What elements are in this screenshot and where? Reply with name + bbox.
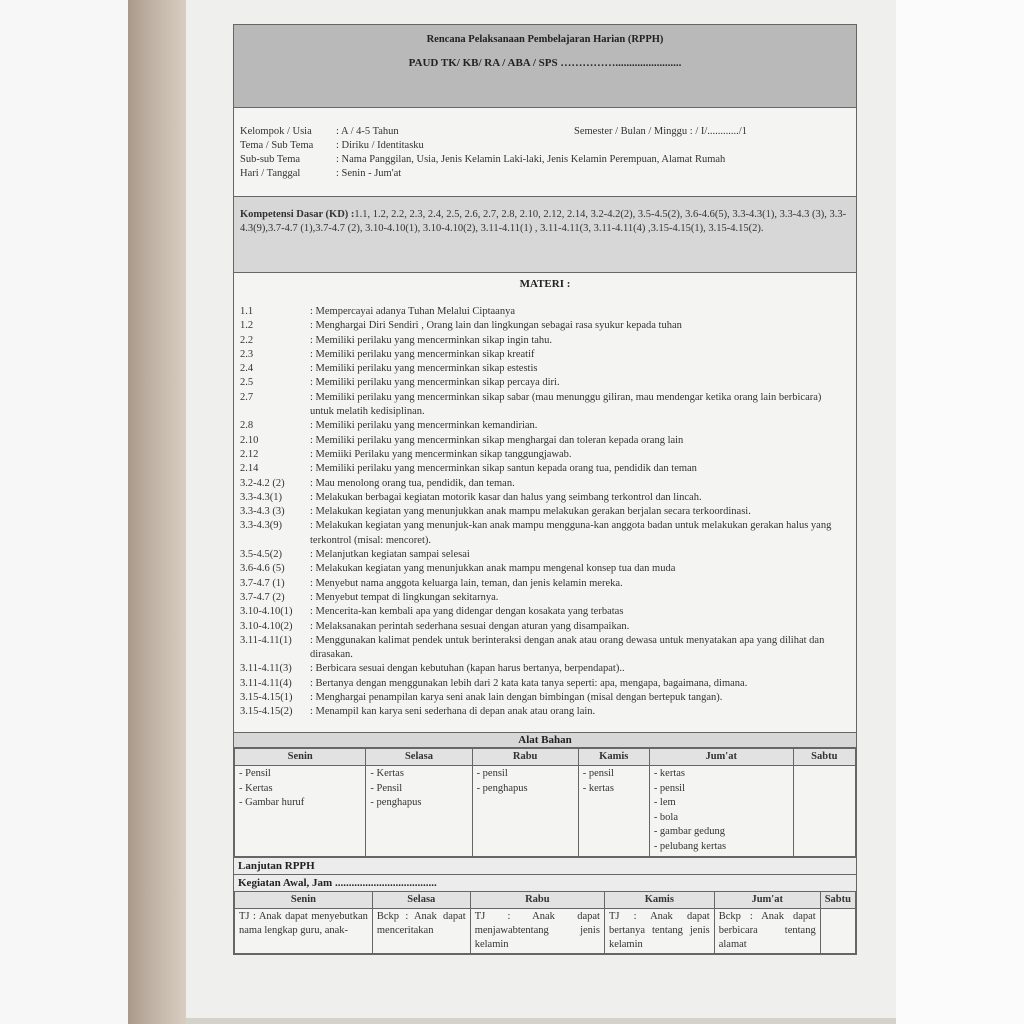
materi-code: 3.10-4.10(1) (240, 606, 293, 618)
day-header: Rabu (472, 749, 578, 766)
tema-label: Tema / Sub Tema (240, 140, 314, 151)
alat-bahan-item: - Pensil (370, 782, 403, 794)
kegiatan-cell: Bckp : Anak dapat berbicara tentang alamat (714, 909, 820, 954)
kegiatan-cell: TJ : Anak dapat menjawabtentang jenis kelamin (470, 909, 604, 954)
materi-code: 3.15-4.15(2) (240, 706, 293, 718)
materi-text: : Melaksanakan perintah sederhana sesuai dengan aturan yang disampaikan. (310, 620, 630, 632)
materi-item (240, 548, 842, 562)
alat-bahan-cell (793, 766, 855, 857)
kegiatan-awal-table (234, 891, 856, 954)
document-subtitle: PAUD TK/ KB/ RA / ABA / SPS ……………........................ (408, 57, 682, 69)
materi-text: : Menghargai Diri Sendiri , Orang lain dan lingkungan sebagai rasa syukur kepada tuhan (310, 320, 682, 332)
materi-code: 2.5 (240, 377, 254, 389)
materi-code: 3.6-4.6 (5) (240, 563, 285, 575)
day-header: Senin (235, 749, 366, 766)
materi-text: : Menggunakan kalimat pendek untuk berinteraksi dengan anak atau orang dewasa untuk menyatakan apa yang dilihat dan dirasakan. (310, 634, 825, 661)
materi-text: : Mau menolong orang tua, pendidik, dan teman. (310, 477, 515, 489)
page-bottom-edge (186, 1018, 896, 1024)
materi-code: 2.12 (240, 448, 259, 460)
materi-item (240, 448, 842, 462)
alat-bahan-item: - kertas (653, 768, 686, 779)
semester-value: Semester / Bulan / Minggu : / I/............/1 (574, 126, 747, 137)
materi-text: : Menghargai penampilan karya seni anak lain dengan bimbingan (misal dengan bertepuk tangan). (310, 692, 723, 704)
materi-item (240, 505, 842, 519)
materi-text: : Mempercayai adanya Tuhan Melalui Ciptaanya (310, 306, 515, 317)
hari-row (240, 167, 401, 181)
materi-code: 3.3-4.3(1) (240, 491, 282, 503)
materi-code: 3.15-4.15(1) (240, 692, 293, 704)
materi-text: : Melakukan kegiatan yang menunjuk-kan anak mampu mengguna-kan anggota badan untuk melakukan gerakan halus yang terkontrol (misal: mencoret). (310, 520, 832, 546)
alat-bahan-item: - Kertas (239, 782, 273, 794)
alat-bahan-item: - penghapus (370, 797, 422, 808)
day-header: Sabtu (793, 749, 855, 766)
alat-bahan-item: - pensil (653, 782, 686, 794)
kegiatan-cell: Bckp : Anak dapat menceritakan (372, 909, 470, 954)
materi-text: : Memiliki perilaku yang mencerminkan sikap ingin tahu. (310, 334, 553, 346)
kegiatan-body-row (235, 909, 856, 954)
materi-code: 2.10 (240, 434, 259, 446)
materi-text: : Memiliki perilaku yang mencerminkan sikap estestis (310, 363, 538, 375)
alat-bahan-item: - Pensil (239, 768, 271, 779)
materi-text: : Berbicara sesuai dengan kebutuhan (kapan harus bertanya, berpendapat).. (310, 663, 625, 675)
alat-bahan-item: - pensil (476, 768, 508, 779)
materi-code: 2.14 (240, 463, 259, 475)
day-header: Selasa (366, 749, 472, 766)
alat-bahan-item: - bola (653, 811, 679, 823)
info-section (234, 108, 856, 197)
materi-text: : Melanjutkan kegiatan sampai selesai (310, 549, 470, 561)
kd-value: 1.1, 1.2, 2.2, 2.3, 2.4, 2.5, 2.6, 2.7, 2.8, 2.10, 2.12, 2.14, 3.2-4.2(2), 3.5-4.5(2), 3.6-4.6(5), 3.3-4.3(1), 3.3-4.3 (3), 3.3-4.3(9),3.7-4.7 (1),3.7-4.7 (2), 3.10-4.10(1), 3.10-4.10(2), 3.11-4.11(1) , 3.11-4.11(3, 3.11-4.11(4) ,3.15-4.15(1), 3.15-4.15(2). (240, 209, 847, 234)
materi-item (240, 591, 842, 605)
hari-value: : Senin - Jum'at (336, 168, 402, 179)
alat-bahan-item: - gambar gedung (653, 826, 725, 837)
materi-item (240, 620, 842, 634)
materi-code: 1.1 (240, 306, 254, 317)
materi-item (240, 462, 842, 476)
materi-code: 2.2 (240, 334, 254, 346)
rpph-document (233, 24, 857, 955)
materi-code: 3.11-4.11(4) (240, 677, 292, 689)
materi-text: : Memiliki perilaku yang mencerminkan sikap kreatif (310, 348, 535, 360)
materi-text: : Bertanya dengan menggunakan lebih dari 2 kata kata tanya seperti: apa, mengapa, bagaimana, dimana. (310, 677, 748, 689)
book-spine (128, 0, 186, 1024)
materi-item (240, 348, 842, 362)
materi-text: : Memiliki perilaku yang mencerminkan sikap sabar (mau menunggu giliran, mau mendengar ketika orang lain berbicara) untuk melatih kedisiplinan. (310, 391, 822, 418)
materi-item (240, 705, 842, 719)
alat-bahan-item: - Gambar huruf (239, 797, 305, 808)
alat-bahan-cell (366, 766, 472, 857)
materi-item (240, 634, 842, 663)
materi-text: : Melakukan berbagai kegiatan motorik kasar dan halus yang seimbang terkontrol dan lincah. (310, 491, 702, 503)
alat-bahan-item: - kertas (582, 782, 614, 794)
materi-code: 2.4 (240, 363, 254, 375)
materi-code: 3.7-4.7 (1) (240, 577, 285, 589)
background-left (0, 0, 128, 1024)
materi-item (240, 391, 842, 420)
alat-bahan-cell (472, 766, 578, 857)
materi-text: : Memiliki perilaku yang mencerminkan sikap menghargai dan toleran kepada orang lain (310, 434, 684, 446)
kegiatan-awal-title: Kegiatan Awal, Jam ..................................... (234, 874, 856, 891)
kegiatan-cell (820, 909, 855, 954)
materi-item (240, 519, 842, 548)
materi-title: MATERI : (519, 278, 571, 290)
document-title: Rencana Pelaksanaan Pembelajaran Harian (RPPH) (426, 34, 664, 45)
day-header: Jum'at (714, 892, 820, 909)
alat-bahan-item: - penghapus (476, 782, 528, 794)
materi-item (240, 319, 842, 333)
materi-text: : Memiliki perilaku yang mencerminkan kemandirian. (310, 420, 538, 432)
materi-item (240, 305, 842, 319)
materi-item (240, 376, 842, 390)
tema-value: : Diriku / Identitasku (336, 140, 424, 151)
materi-text: : Melakukan kegiatan yang menunjukkan anak mampu mengenal konsep tua dan muda (310, 563, 676, 575)
day-header: Jum'at (649, 749, 793, 766)
materi-text: : Menampil kan karya seni sederhana di depan anak atau orang lain. (310, 706, 596, 718)
day-header: Kamis (604, 892, 714, 909)
alat-bahan-header-row (235, 749, 856, 766)
materi-code: 2.3 (240, 348, 254, 360)
materi-code: 3.11-4.11(1) (240, 634, 292, 646)
materi-item (240, 491, 842, 505)
materi-code: 3.5-4.5(2) (240, 549, 282, 561)
materi-text: : Memiliki perilaku yang mencerminkan sikap santun kepada orang tua, pendidik dan teman (310, 463, 697, 475)
background-right (896, 0, 1024, 1024)
kegiatan-header-row (235, 892, 856, 909)
kelompok-row (240, 125, 399, 139)
hari-label: Hari / Tanggal (240, 168, 301, 179)
day-header: Rabu (470, 892, 604, 909)
alat-bahan-cell (235, 766, 366, 857)
subsub-row (240, 153, 725, 167)
kelompok-value: : A / 4-5 Tahun (336, 126, 399, 137)
alat-bahan-title: Alat Bahan (234, 733, 856, 748)
lanjutan-title: Lanjutan RPPH (234, 857, 856, 874)
materi-item (240, 691, 842, 705)
materi-code: 3.10-4.10(2) (240, 620, 293, 632)
materi-code: 3.7-4.7 (2) (240, 591, 285, 603)
materi-code: 2.7 (240, 391, 254, 403)
day-header: Sabtu (820, 892, 855, 909)
alat-bahan-item: - lem (653, 797, 676, 808)
materi-code: 3.3-4.3(9) (240, 520, 282, 532)
materi-code: 2.8 (240, 420, 254, 432)
kelompok-label: Kelompok / Usia (240, 126, 312, 137)
materi-code: 3.2-4.2 (2) (240, 477, 285, 489)
day-header: Senin (235, 892, 373, 909)
materi-text: : Menyebut tempat di lingkungan sekitarnya. (310, 591, 499, 603)
materi-code: 1.2 (240, 320, 254, 332)
materi-item (240, 434, 842, 448)
materi-item (240, 662, 842, 676)
alat-bahan-item: - pelubang kertas (653, 840, 727, 852)
document-header (234, 25, 856, 108)
materi-item (240, 562, 842, 576)
alat-bahan-item: - pensil (582, 768, 614, 779)
materi-code: 3.11-4.11(3) (240, 663, 292, 675)
materi-text: : Mencerita-kan kembali apa yang didengar dengan kosakata yang terbatas (310, 606, 624, 618)
materi-text: : Melakukan kegiatan yang menunjukkan anak mampu melakukan gerakan berjalan secara terkoordinasi. (310, 506, 751, 518)
materi-item (240, 677, 842, 691)
kegiatan-cell: TJ : Anak dapat bertanya tentang jenis kelamin (604, 909, 714, 954)
materi-item (240, 334, 842, 348)
materi-item (240, 362, 842, 376)
day-header: Kamis (578, 749, 649, 766)
materi-text: : Memiliki perilaku yang mencerminkan sikap percaya diri. (310, 377, 560, 389)
alat-bahan-body-row (235, 766, 856, 857)
materi-item (240, 477, 842, 491)
materi-item (240, 577, 842, 591)
materi-item (240, 419, 842, 433)
alat-bahan-cell (578, 766, 649, 857)
materi-text: : Menyebut nama anggota keluarga lain, teman, dan jenis kelamin mereka. (310, 577, 623, 589)
materi-text: : Memiiki Perilaku yang mencerminkan sikap tanggungjawab. (310, 448, 572, 460)
materi-item (240, 605, 842, 619)
alat-bahan-cell (649, 766, 793, 857)
materi-code: 3.3-4.3 (3) (240, 506, 285, 518)
tema-row (240, 139, 424, 153)
subsub-value: : Nama Panggilan, Usia, Jenis Kelamin Laki-laki, Jenis Kelamin Perempuan, Alamat Rumah (336, 154, 726, 165)
kd-label: Kompetensi Dasar (KD) : (240, 209, 355, 220)
alat-bahan-item: - Kertas (370, 768, 404, 779)
subsub-label: Sub-sub Tema (240, 154, 301, 165)
kompetensi-dasar (234, 197, 856, 273)
day-header: Selasa (372, 892, 470, 909)
alat-bahan-table (234, 748, 856, 857)
kegiatan-cell: TJ : Anak dapat menyebutkan nama lengkap guru, anak- (235, 909, 373, 954)
materi-list (234, 305, 856, 733)
